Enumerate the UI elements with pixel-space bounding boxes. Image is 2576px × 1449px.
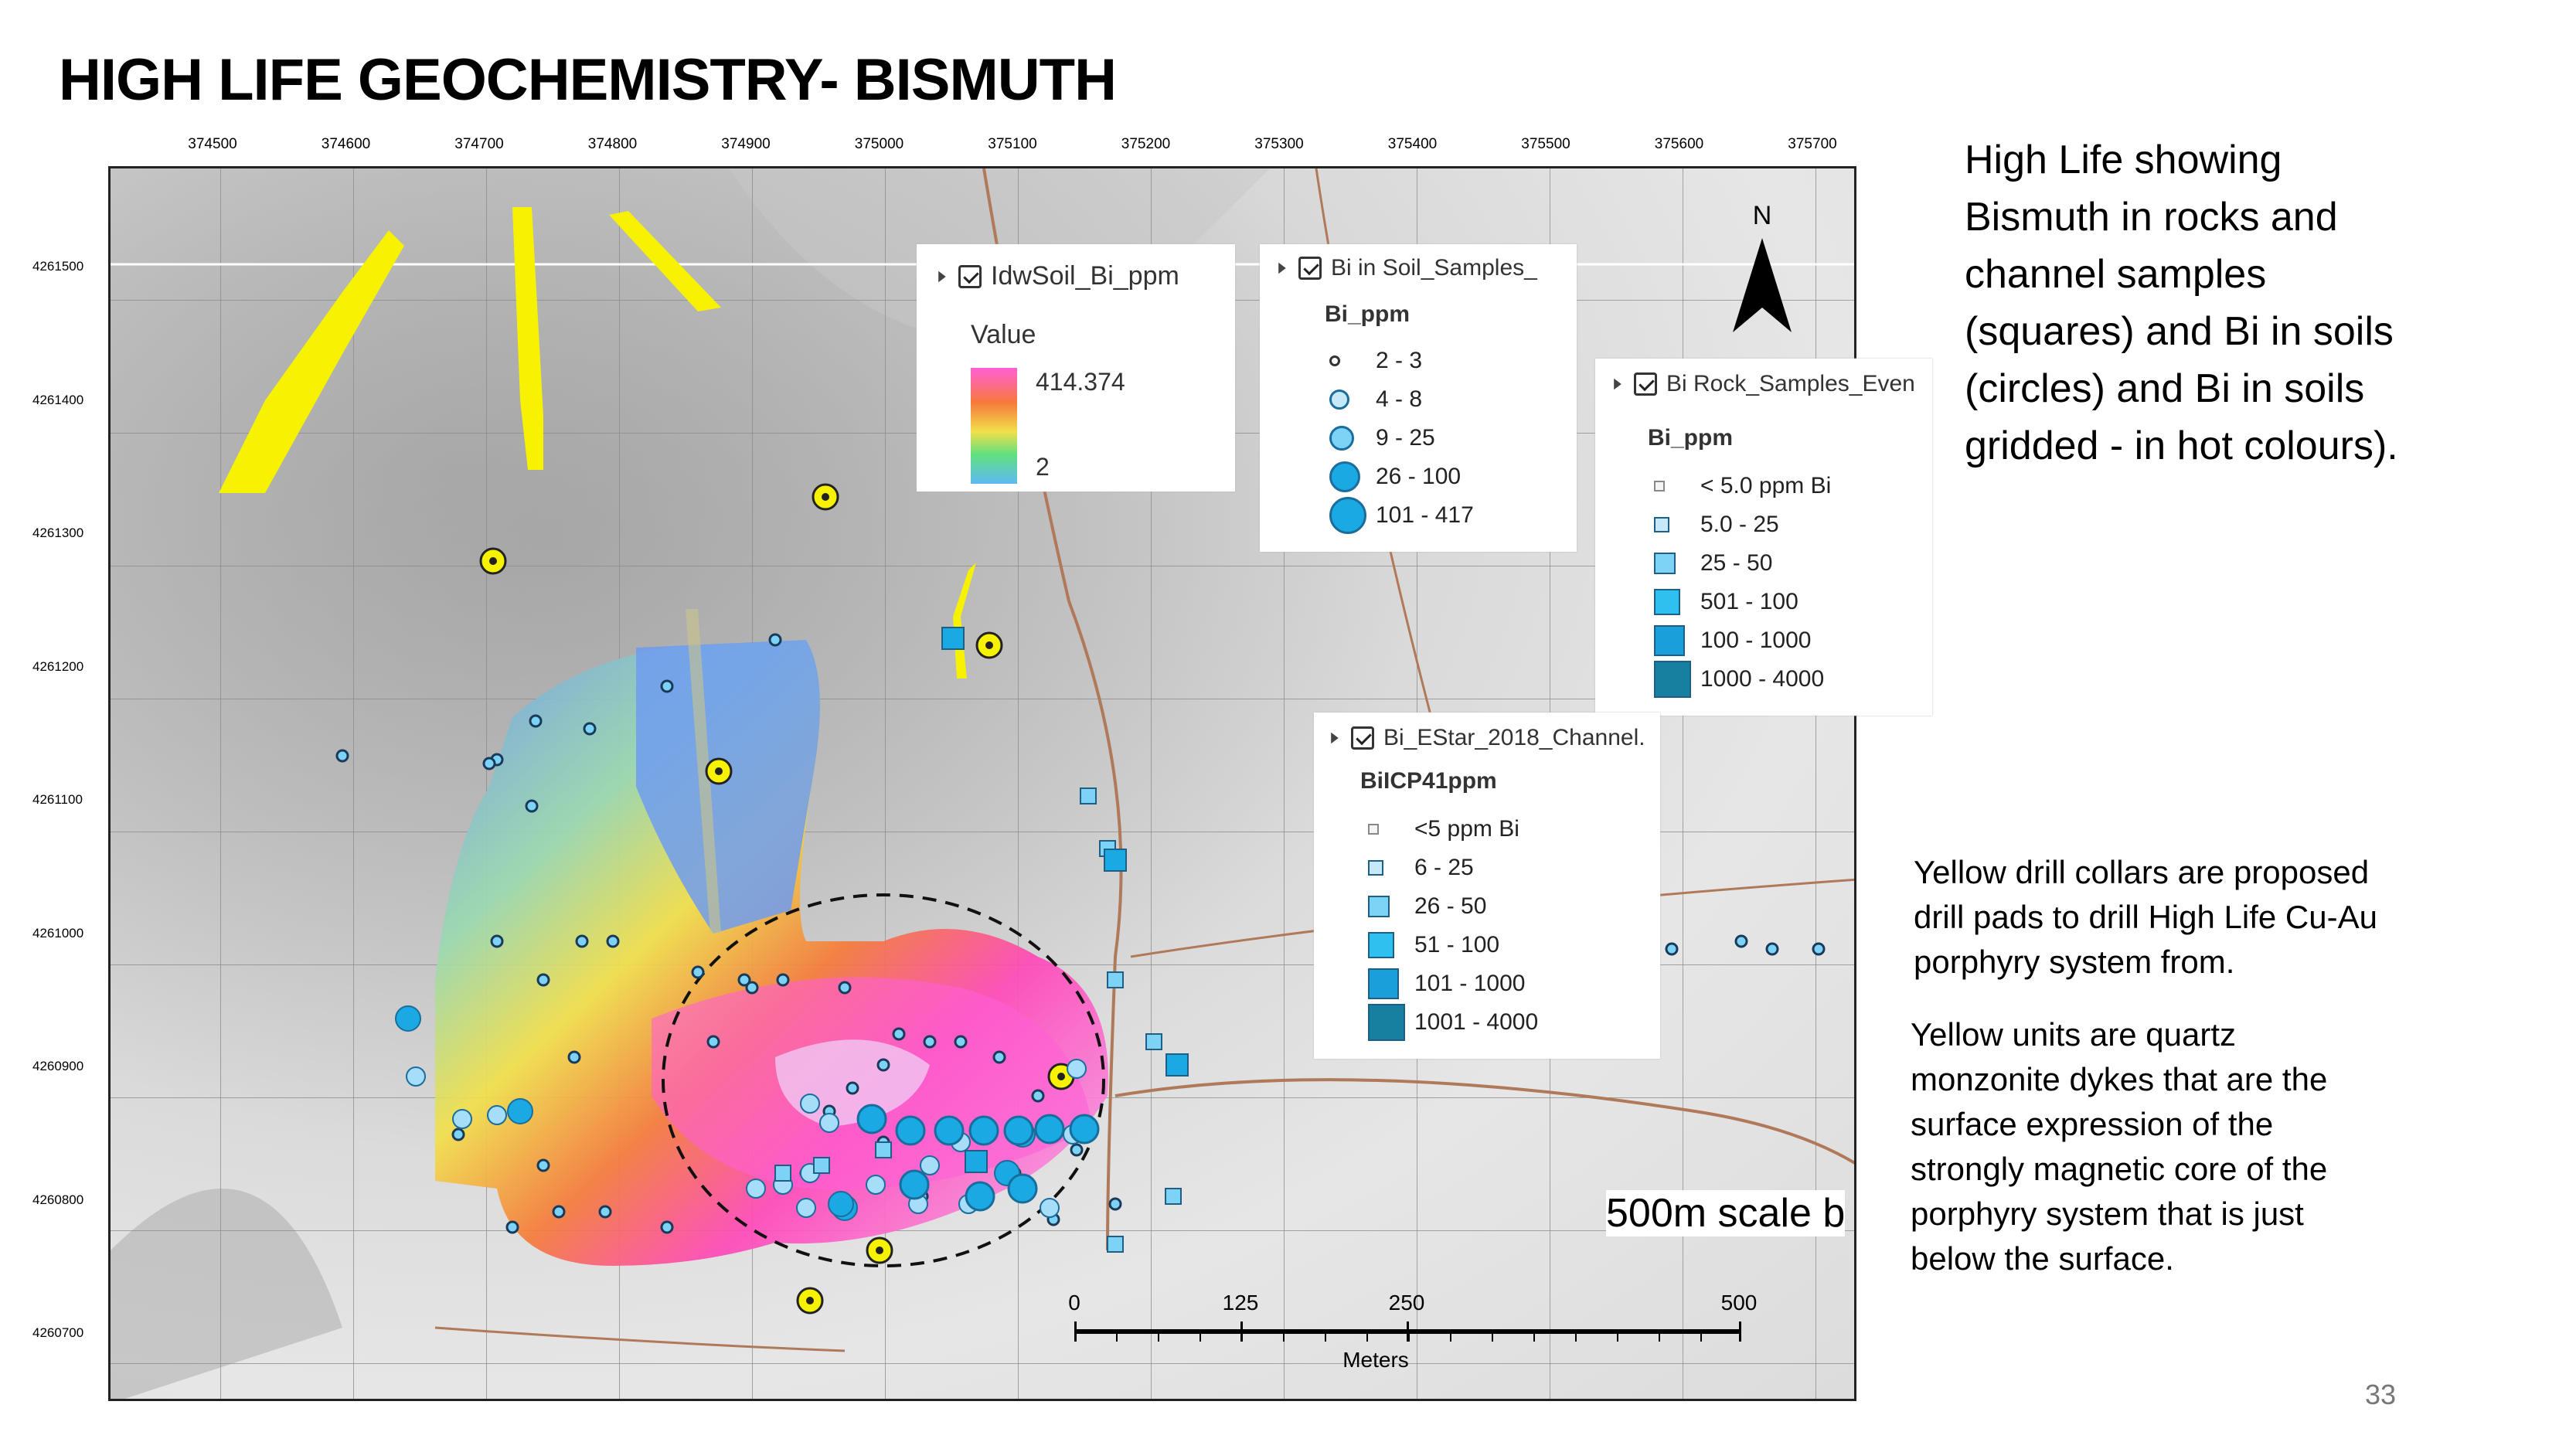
rock-sample-marker[interactable] xyxy=(1166,1054,1188,1076)
soil-sample-marker[interactable] xyxy=(770,634,781,645)
square-symbol-icon xyxy=(1654,517,1669,532)
soil-sample-marker[interactable] xyxy=(662,681,672,692)
drill-collar-center[interactable] xyxy=(985,641,993,649)
scale-minor-tick xyxy=(1116,1329,1118,1342)
collapse-triangle-icon[interactable] xyxy=(1614,379,1621,389)
soil-sample-marker[interactable] xyxy=(1033,1090,1043,1101)
soil-sample-large-marker[interactable] xyxy=(407,1067,425,1086)
scale-minor-tick xyxy=(1283,1329,1285,1342)
collapse-triangle-icon[interactable] xyxy=(1278,263,1286,274)
scale-bar xyxy=(1067,1291,1762,1391)
soil-sample-marker[interactable] xyxy=(553,1206,564,1217)
scale-minor-tick xyxy=(1700,1329,1702,1342)
description-dykes-line: monzonite dykes that are the xyxy=(1911,1061,2328,1097)
soil-sample-marker[interactable] xyxy=(893,1029,904,1039)
scale-minor-tick xyxy=(1158,1329,1159,1342)
legend-channel-label: 6 - 25 xyxy=(1414,855,1474,880)
soil-sample-large-marker[interactable] xyxy=(801,1094,819,1113)
scale-minor-tick xyxy=(1492,1329,1493,1342)
description-drill-line: drill pads to drill High Life Cu-Au xyxy=(1914,899,2377,935)
x-tick-label: 375400 xyxy=(1387,136,1438,152)
soil-sample-marker[interactable] xyxy=(662,1222,672,1233)
soil-sample-high-marker[interactable] xyxy=(935,1117,963,1145)
legend-channel-label: 26 - 50 xyxy=(1414,893,1487,919)
drill-collar-center[interactable] xyxy=(1057,1073,1065,1080)
legend-soil-item xyxy=(1329,342,1474,380)
rock-sample-marker[interactable] xyxy=(1165,1189,1181,1204)
soil-sample-marker[interactable] xyxy=(538,1160,549,1171)
soil-sample-high-marker[interactable] xyxy=(900,1171,928,1199)
scale-minor-tick xyxy=(1408,1329,1410,1342)
legend-rock-label: 5.0 - 25 xyxy=(1700,512,1779,537)
x-tick-label: 375500 xyxy=(1521,136,1570,152)
soil-sample-large-marker[interactable] xyxy=(508,1099,533,1124)
circle-symbol-icon xyxy=(1329,389,1349,410)
legend-rock-label: 100 - 1000 xyxy=(1700,628,1812,653)
soil-sample-marker[interactable] xyxy=(839,982,850,993)
legend-channel-item xyxy=(1368,926,1538,964)
legend-rock xyxy=(1595,359,1932,716)
collapse-triangle-icon[interactable] xyxy=(938,270,946,281)
collapse-triangle-icon[interactable] xyxy=(1331,733,1339,743)
description-dykes-line: below the surface. xyxy=(1911,1240,2174,1277)
legend-channel-label: 1001 - 4000 xyxy=(1414,1009,1539,1035)
legend-idw-ramp xyxy=(971,368,1017,484)
legend-channel xyxy=(1314,713,1660,1059)
soil-sample-marker[interactable] xyxy=(538,975,549,985)
layer-checkbox[interactable] xyxy=(1298,257,1322,280)
soil-sample-large-marker[interactable] xyxy=(1067,1060,1086,1078)
slide-title: HIGH LIFE GEOCHEMISTRY- BISMUTH xyxy=(59,47,1116,113)
rock-sample-marker[interactable] xyxy=(1146,1034,1162,1049)
scale-minor-tick xyxy=(1366,1329,1368,1342)
legend-soil-item xyxy=(1329,457,1474,496)
drill-collar-center[interactable] xyxy=(822,493,829,501)
description-dykes-line: Yellow units are quartz xyxy=(1911,1016,2237,1053)
scale-label: 500 xyxy=(1720,1291,1758,1315)
soil-sample-marker[interactable] xyxy=(1110,1199,1121,1209)
legend-soil xyxy=(1260,244,1577,552)
square-symbol-icon xyxy=(1654,553,1676,574)
legend-rock-label: 25 - 50 xyxy=(1700,550,1773,576)
soil-sample-marker[interactable] xyxy=(507,1222,518,1233)
soil-sample-marker[interactable] xyxy=(577,936,587,947)
legend-soil-label: 4 - 8 xyxy=(1376,386,1423,412)
square-symbol-icon xyxy=(1368,932,1394,958)
x-tick-label: 375100 xyxy=(988,136,1037,152)
legend-soil-field: Bi_ppm xyxy=(1325,301,1411,327)
square-symbol-icon xyxy=(1368,860,1383,876)
scale-minor-tick xyxy=(1575,1329,1577,1342)
scale-minor-tick xyxy=(1617,1329,1618,1342)
soil-sample-marker[interactable] xyxy=(584,723,595,734)
legend-channel-item xyxy=(1368,1003,1538,1042)
square-symbol-icon xyxy=(1368,824,1379,835)
soil-sample-large-marker[interactable] xyxy=(747,1179,765,1198)
legend-rock-label: 501 - 100 xyxy=(1700,589,1798,614)
x-tick-label: 375700 xyxy=(1788,136,1837,152)
layer-checkbox[interactable] xyxy=(1351,726,1374,750)
soil-sample-high-marker[interactable] xyxy=(858,1105,886,1133)
legend-soil-item xyxy=(1329,496,1474,535)
soil-sample-marker[interactable] xyxy=(1071,1145,1082,1155)
y-tick-label: 4260800 xyxy=(32,1192,84,1207)
scale-minor-tick xyxy=(1074,1329,1076,1342)
description-main-line: (squares) and Bi in soils xyxy=(1965,309,2394,354)
soil-sample-large-marker[interactable] xyxy=(829,1192,853,1216)
legend-idw-layer: IdwSoil_Bi_ppm xyxy=(991,261,1179,291)
soil-sample-marker[interactable] xyxy=(453,1129,464,1140)
legend-rock-item xyxy=(1654,660,1831,699)
legend-soil-label: 26 - 100 xyxy=(1376,464,1462,489)
x-tick-label: 375000 xyxy=(854,136,904,152)
drill-collar-center[interactable] xyxy=(806,1297,814,1304)
soil-sample-high-marker[interactable] xyxy=(1005,1117,1033,1145)
legend-soil-layer: Bi in Soil_Samples_ xyxy=(1331,255,1537,281)
scale-label: 0 xyxy=(1068,1291,1080,1315)
soil-sample-large-marker[interactable] xyxy=(866,1175,885,1194)
description-main-line: gridded - in hot colours). xyxy=(1965,423,2398,468)
square-symbol-icon xyxy=(1654,661,1691,698)
y-tick-label: 4261500 xyxy=(32,259,84,274)
x-tick-label: 374700 xyxy=(454,136,504,152)
legend-idw-field: Value xyxy=(971,320,1036,349)
legend-rock-layer: Bi Rock_Samples_Even xyxy=(1666,371,1915,396)
soil-sample-large-marker[interactable] xyxy=(396,1006,420,1031)
layer-checkbox[interactable] xyxy=(958,265,982,288)
soil-sample-large-marker[interactable] xyxy=(1040,1199,1059,1217)
scale-label: 125 xyxy=(1222,1291,1259,1315)
soil-sample-marker[interactable] xyxy=(600,1206,611,1217)
scale-minor-tick xyxy=(1200,1329,1201,1342)
description-dykes-line: strongly magnetic core of the xyxy=(1911,1151,2328,1187)
legend-channel-label: 51 - 100 xyxy=(1414,932,1500,957)
soil-sample-marker[interactable] xyxy=(607,936,618,947)
scale-minor-tick xyxy=(1533,1329,1535,1342)
scale-tick xyxy=(1739,1321,1741,1342)
legend-soil-item xyxy=(1329,380,1474,419)
legend-channel-item xyxy=(1368,964,1538,1003)
x-tick-label: 374900 xyxy=(721,136,771,152)
square-symbol-icon xyxy=(1368,1004,1405,1041)
circle-symbol-icon xyxy=(1329,426,1354,451)
legend-soil-item xyxy=(1329,419,1474,457)
x-tick-label: 375300 xyxy=(1254,136,1304,152)
description-main-line: channel samples xyxy=(1965,252,2267,297)
scale-label: 250 xyxy=(1388,1291,1425,1315)
soil-sample-marker[interactable] xyxy=(994,1052,1005,1063)
legend-channel-item xyxy=(1368,810,1538,849)
y-tick-label: 4261200 xyxy=(32,658,84,674)
x-tick-label: 374600 xyxy=(321,136,371,152)
y-tick-label: 4261300 xyxy=(32,526,84,540)
soil-sample-marker[interactable] xyxy=(778,975,788,985)
rock-sample-marker[interactable] xyxy=(942,628,964,649)
square-symbol-icon xyxy=(1654,589,1680,615)
soil-sample-marker[interactable] xyxy=(1736,936,1747,947)
y-tick-label: 4260700 xyxy=(32,1325,84,1340)
soil-sample-high-marker[interactable] xyxy=(966,1182,994,1210)
legend-channel-item xyxy=(1368,887,1538,926)
rock-sample-marker[interactable] xyxy=(1108,1236,1123,1252)
soil-sample-marker[interactable] xyxy=(708,1036,719,1047)
scale-minor-tick xyxy=(1450,1329,1451,1342)
legend-channel-label: <5 ppm Bi xyxy=(1414,816,1519,842)
soil-sample-marker[interactable] xyxy=(847,1083,858,1094)
soil-sample-marker[interactable] xyxy=(878,1060,889,1070)
description-dykes xyxy=(1911,1012,2567,1281)
soil-sample-marker[interactable] xyxy=(692,967,703,978)
rock-sample-marker[interactable] xyxy=(1108,972,1123,988)
x-tick-label: 374800 xyxy=(587,136,638,152)
legend-soil-label: 101 - 417 xyxy=(1376,502,1474,528)
description-main-line: (circles) and Bi in soils xyxy=(1965,366,2365,411)
soil-sample-marker[interactable] xyxy=(1666,944,1677,954)
rock-sample-marker[interactable] xyxy=(1080,788,1096,804)
rock-sample-marker[interactable] xyxy=(876,1142,891,1158)
description-drill-line: Yellow drill collars are proposed xyxy=(1914,854,2370,890)
legend-soil-label: 9 - 25 xyxy=(1376,425,1435,451)
soil-sample-marker[interactable] xyxy=(1767,944,1778,954)
legend-soil-label: 2 - 3 xyxy=(1376,348,1423,373)
x-tick-label: 374500 xyxy=(188,136,237,152)
y-tick-label: 4261400 xyxy=(32,392,84,407)
y-tick-label: 4261100 xyxy=(32,792,83,807)
scale-minor-tick xyxy=(1325,1329,1326,1342)
legend-channel-layer: Bi_EStar_2018_Channel. xyxy=(1383,725,1645,750)
soil-sample-marker[interactable] xyxy=(492,936,502,947)
soil-sample-large-marker[interactable] xyxy=(797,1199,815,1217)
soil-sample-marker[interactable] xyxy=(337,750,348,761)
x-tick-label: 375200 xyxy=(1121,136,1171,152)
drill-collar-center[interactable] xyxy=(715,767,723,775)
legend-rock-item xyxy=(1654,621,1831,660)
scale-minor-tick xyxy=(1241,1329,1243,1342)
soil-sample-marker[interactable] xyxy=(1813,944,1824,954)
square-symbol-icon xyxy=(1654,625,1685,656)
soil-sample-large-marker[interactable] xyxy=(820,1114,839,1132)
legend-rock-item xyxy=(1654,467,1831,505)
circle-symbol-icon xyxy=(1329,497,1366,534)
soil-sample-marker[interactable] xyxy=(530,716,541,726)
legend-idw xyxy=(917,244,1235,492)
soil-sample-marker[interactable] xyxy=(739,975,750,985)
rock-sample-marker[interactable] xyxy=(965,1151,987,1172)
scale-unit: Meters xyxy=(1342,1348,1409,1372)
scale-note: 500m scale b xyxy=(1606,1191,1846,1236)
legend-channel-label: 101 - 1000 xyxy=(1414,971,1526,996)
soil-sample-high-marker[interactable] xyxy=(1009,1175,1036,1202)
legend-rock-item xyxy=(1654,583,1831,621)
legend-rock-item xyxy=(1654,544,1831,583)
soil-sample-high-marker[interactable] xyxy=(970,1117,998,1145)
drill-collar-center[interactable] xyxy=(876,1247,883,1254)
rock-sample-marker[interactable] xyxy=(1104,849,1126,871)
soil-sample-marker[interactable] xyxy=(955,1036,966,1047)
legend-rock-field: Bi_ppm xyxy=(1648,425,1734,451)
legend-rock-item xyxy=(1654,505,1831,544)
description-drill xyxy=(1914,850,2571,985)
soil-sample-marker[interactable] xyxy=(924,1036,935,1047)
layer-checkbox[interactable] xyxy=(1634,372,1657,396)
rock-sample-marker[interactable] xyxy=(814,1158,829,1173)
square-symbol-icon xyxy=(1368,896,1390,917)
drill-collar-center[interactable] xyxy=(489,557,497,565)
legend-channel-field: BiICP41ppm xyxy=(1360,768,1497,794)
soil-sample-marker[interactable] xyxy=(569,1052,580,1063)
legend-idw-high: 414.374 xyxy=(1036,368,1125,396)
description-main-line: Bismuth in rocks and xyxy=(1965,195,2338,240)
soil-sample-large-marker[interactable] xyxy=(488,1106,506,1124)
legend-rock-label: < 5.0 ppm Bi xyxy=(1700,473,1832,498)
north-label: N xyxy=(1752,201,1772,230)
square-symbol-icon xyxy=(1368,968,1399,999)
legend-idw-low: 2 xyxy=(1036,453,1050,481)
soil-sample-high-marker[interactable] xyxy=(897,1117,924,1145)
soil-sample-large-marker[interactable] xyxy=(453,1110,471,1128)
description-main xyxy=(1965,131,2567,474)
soil-sample-high-marker[interactable] xyxy=(1070,1115,1098,1143)
x-tick-label: 375600 xyxy=(1654,136,1704,152)
description-drill-line: porphyry system from. xyxy=(1914,944,2235,980)
circle-symbol-icon xyxy=(1329,461,1360,492)
scale-minor-tick xyxy=(1659,1329,1660,1342)
square-symbol-icon xyxy=(1654,481,1665,492)
y-tick-label: 4261000 xyxy=(32,925,84,940)
rock-sample-marker[interactable] xyxy=(775,1165,791,1181)
y-tick-label: 4260900 xyxy=(32,1059,84,1073)
legend-rock-label: 1000 - 4000 xyxy=(1700,666,1825,692)
soil-sample-large-marker[interactable] xyxy=(920,1156,939,1175)
description-main-line: High Life showing xyxy=(1965,138,2282,182)
description-dykes-line: surface expression of the xyxy=(1911,1106,2274,1142)
description-dykes-line: porphyry system that is just xyxy=(1911,1196,2304,1232)
soil-sample-marker[interactable] xyxy=(484,758,495,769)
legend-channel-item xyxy=(1368,849,1538,887)
soil-sample-marker[interactable] xyxy=(526,801,537,811)
circle-symbol-icon xyxy=(1329,355,1340,366)
page-number: 33 xyxy=(2365,1379,2397,1410)
soil-sample-high-marker[interactable] xyxy=(1036,1115,1063,1143)
